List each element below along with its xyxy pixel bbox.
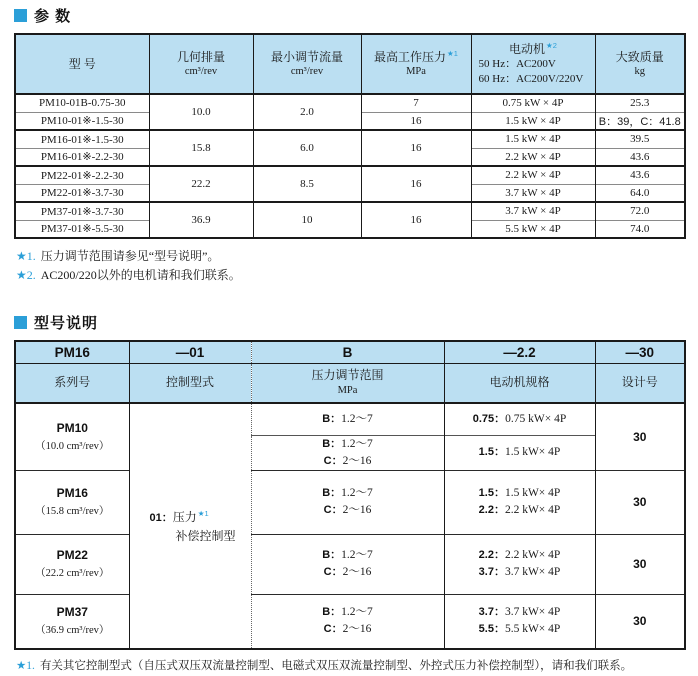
label-series: 系列号 [15,363,129,403]
footnote [16,247,684,266]
cell-displacement: 15.8 [149,130,253,166]
header-motor: 电动机$^{★2}$ 50 Hz：AC200V 60 Hz：AC200V/220V [471,34,595,94]
parameters-table [14,33,686,239]
table-row [15,403,685,435]
cell-model: PM22-01※-2.2-30 [15,166,149,184]
cell-mass: 64.0 [595,184,685,202]
cell-model: PM22-01※-3.7-30 [15,184,149,202]
label-control: 控制型式 [129,363,251,403]
cell-series: PM16 （15.8 cm³/rev） [15,470,129,534]
header-model: 型 号 [15,34,149,94]
table-row [15,470,685,534]
section-title-parameters [14,5,684,26]
section-title-text: 型号说明 [34,315,99,332]
cell-mass: 72.0 [595,202,685,220]
cell-pressure-range: B：1.2～7 C：2～16 [251,435,444,470]
cell-pressure: 16 [361,166,471,202]
cell-design-number: 30 [595,594,685,649]
table-row [15,202,685,220]
table-row [15,594,685,649]
label-pressure: 压力调节范围 MPa [251,363,444,403]
cell-mass: 43.6 [595,148,685,166]
blue-square-icon [14,316,27,329]
model-code-row [15,341,685,363]
table-row [15,534,685,594]
cell-pressure: 16 [361,130,471,166]
section-title-text: 参 数 [34,8,72,25]
cell-motor: 5.5 kW × 4P [471,220,595,238]
label-design: 设计号 [595,363,685,403]
cell-motor: 1.5 kW × 4P [471,130,595,148]
model-label-row [15,363,685,403]
footnote-mark: ★1. [16,660,35,672]
header-mass: 大致质量 kg [595,34,685,94]
cell-mass: 39.5 [595,130,685,148]
cell-motor: 0.75 kW × 4P [471,94,595,112]
footnote [16,657,684,676]
parameters-header-row [15,34,685,94]
cell-series: PM37 （36.9 cm³/rev） [15,594,129,649]
cell-pressure-range: B：1.2～7 C：2～16 [251,534,444,594]
cell-motor-spec: 1.5：1.5 kW× 4P [444,435,595,470]
cell-motor: 3.7 kW × 4P [471,202,595,220]
cell-model: PM10-01B-0.75-30 [15,94,149,112]
cell-model: PM37-01※-5.5-30 [15,220,149,238]
cell-displacement: 10.0 [149,94,253,130]
footnote-text: 有关其它控制型式（自压式双压双流量控制型、电磁式双压双流量控制型、外控式压力补偿控制型），请和我们联系。 [39,660,633,672]
cell-pressure: 16 [361,202,471,238]
cell-motor: 1.5 kW × 4P [471,112,595,130]
code-motor: —2.2 [444,341,595,363]
parameters-footnotes [16,247,684,285]
code-pressure: B [251,341,444,363]
cell-min-flow: 8.5 [253,166,361,202]
cell-series: PM22 （22.2 cm³/rev） [15,534,129,594]
model-designation-footnote [16,657,684,676]
footnote-text: 压力调节范围请参见“型号说明”。 [40,249,220,263]
footnote [16,266,684,285]
cell-displacement: 22.2 [149,166,253,202]
cell-design-number: 30 [595,534,685,594]
section-model-designation [14,312,684,676]
cell-motor: 2.2 kW × 4P [471,166,595,184]
footnote-text: AC200/220以外的电机请和我们联系。 [40,268,241,282]
cell-model: PM10-01※-1.5-30 [15,112,149,130]
cell-pressure-range: B：1.2～7 [251,403,444,435]
cell-pressure-range: B：1.2～7 C：2～16 [251,470,444,534]
cell-min-flow: 2.0 [253,94,361,130]
cell-motor-spec: 3.7：3.7 kW× 4P 5.5：5.5 kW× 4P [444,594,595,649]
cell-pressure: 16 [361,112,471,130]
cell-min-flow: 10 [253,202,361,238]
cell-motor: 3.7 kW × 4P [471,184,595,202]
cell-pressure-range: B：1.2～7 C：2～16 [251,594,444,649]
cell-design-number: 30 [595,403,685,470]
label-motor: 电动机规格 [444,363,595,403]
table-row [15,94,685,112]
blue-square-icon [14,9,27,22]
cell-min-flow: 6.0 [253,130,361,166]
cell-mass: 25.3 [595,94,685,112]
cell-mass: 43.6 [595,166,685,184]
footnote-mark: ★1. [16,249,36,263]
cell-model: PM37-01※-3.7-30 [15,202,149,220]
footnote-mark: ★2. [16,268,36,282]
table-row [15,166,685,184]
header-max-pressure: 最高工作压力$^{★1}$ MPa [361,34,471,94]
cell-displacement: 36.9 [149,202,253,238]
cell-motor-spec: 0.75：0.75 kW× 4P [444,403,595,435]
cell-pressure: 7 [361,94,471,112]
cell-model: PM16-01※-2.2-30 [15,148,149,166]
cell-design-number: 30 [595,470,685,534]
cell-motor-spec: 2.2：2.2 kW× 4P 3.7：3.7 kW× 4P [444,534,595,594]
cell-series: PM10 （10.0 cm³/rev） [15,403,129,470]
cell-model: PM16-01※-1.5-30 [15,130,149,148]
header-displacement: 几何排量 cm³/rev [149,34,253,94]
section-title-model-designation [14,312,684,333]
cell-motor: 2.2 kW × 4P [471,148,595,166]
table-row [15,130,685,148]
code-design: —30 [595,341,685,363]
cell-motor-spec: 1.5：1.5 kW× 4P 2.2：2.2 kW× 4P [444,470,595,534]
cell-mass: B：39，C：41.8 [595,112,685,130]
code-control: —01 [129,341,251,363]
code-series: PM16 [15,341,129,363]
model-designation-table [14,340,686,650]
cell-mass: 74.0 [595,220,685,238]
cell-control-type: 01：压力$^{★1}$ 补偿控制型 [129,403,251,649]
header-min-flow: 最小调节流量 cm³/rev [253,34,361,94]
